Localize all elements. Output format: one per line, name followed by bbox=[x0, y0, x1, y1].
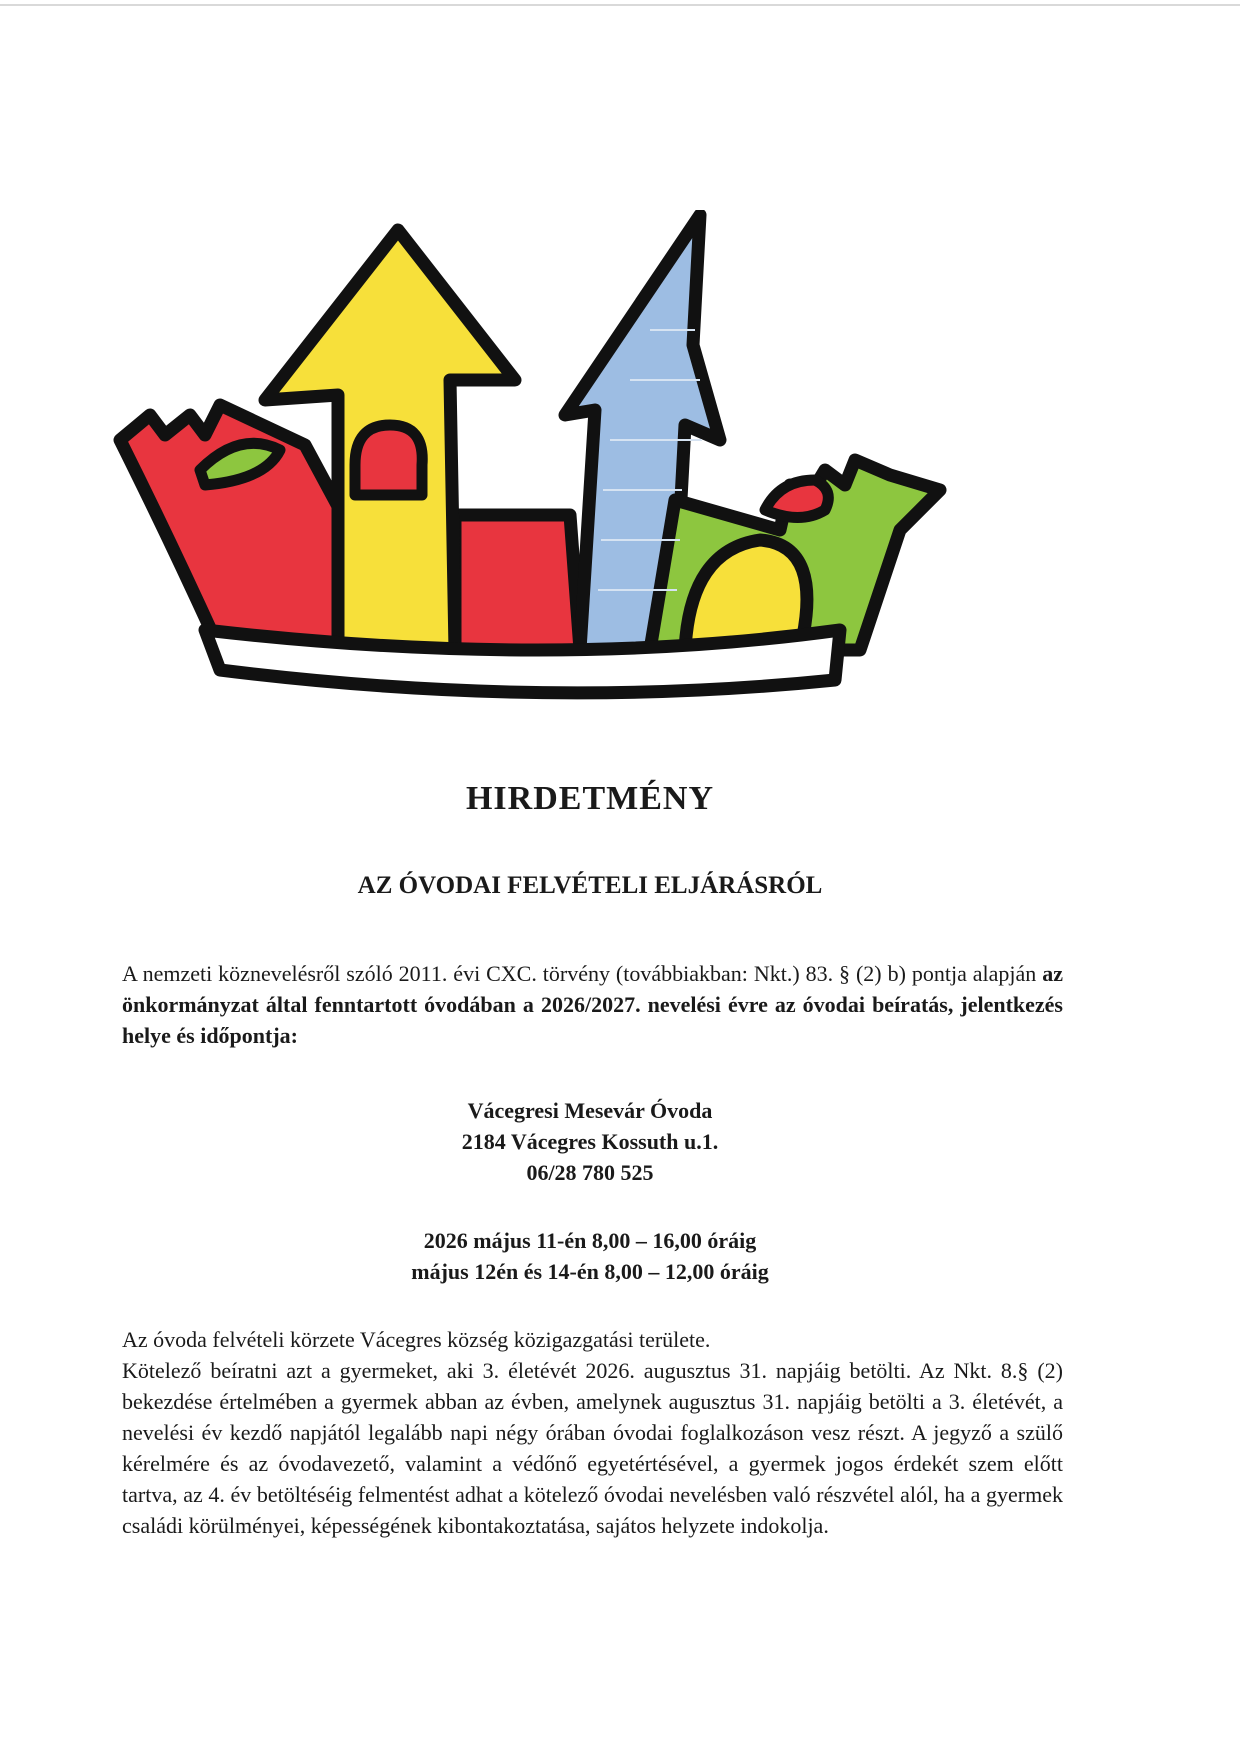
intro-bold-text: az önkormányzat által fenntartott óvodában a 2026/2027. nevelési évre az óvodai beíratás, jelentkezés helye és időpontja: bbox=[122, 961, 1063, 1048]
schedule-line-1: 2026 május 11-én 8,00 – 16,00 óráig bbox=[423, 1228, 757, 1253]
scan-edge-line bbox=[0, 4, 1240, 6]
kindergarten-name: Vácegresi Mesevár Óvoda bbox=[467, 1098, 713, 1123]
kindergarten-phone: 06/28 780 525 bbox=[526, 1160, 654, 1185]
intro-paragraph bbox=[122, 958, 1063, 1051]
document-subtitle: AZ ÓVODAI FELVÉTELI ELJÁRÁSRÓL bbox=[357, 872, 823, 899]
document-title: HIRDETMÉNY bbox=[465, 780, 715, 817]
castle-logo bbox=[110, 210, 1070, 710]
kindergarten-address: 2184 Vácegres Kossuth u.1. bbox=[461, 1129, 719, 1154]
red-window-green-tower-icon bbox=[765, 480, 828, 518]
rules-paragraph: Kötelező beíratni azt a gyermeket, aki 3. életévét 2026. augusztus 31. napjáig betölti. Az Nkt. 8.§ (2) bekezdése értelmében a gyermek abban az évben, amelynek augusztus 31. napjáig betölti a 3. életévét, a nevelési év kezdő napjától legalább napi négy órában óvodai foglalkozáson vesz részt. A jegyző a szülő kérelmére és az óvodavezető, valamint a védőnő egyetértésével, a gyermek jogos érdekét szem előtt tartva, az 4. év betöltéséig felmentést adhat a kötelező óvodai nevelésben való részvétel alól, ha a gyermek családi körülményei, képességének kibontakoztatása, sajátos helyzete indokolja. bbox=[122, 1358, 1063, 1538]
schedule-block bbox=[0, 1225, 1180, 1287]
intro-text: A nemzeti köznevelésről szóló 2011. évi CXC. törvény (továbbiakban: Nkt.) 83. § (2) b) pontja alapján bbox=[122, 961, 1043, 986]
location-block bbox=[0, 1095, 1180, 1188]
rules-block bbox=[122, 1324, 1063, 1541]
district-line: Az óvoda felvételi körzete Vácegres község közigazgatási területe. bbox=[122, 1327, 711, 1352]
red-window-yellow-tower-icon bbox=[355, 425, 422, 495]
schedule-line-2: május 12én és 14-én 8,00 – 12,00 óráig bbox=[411, 1259, 769, 1284]
red-block-shape bbox=[455, 515, 580, 650]
